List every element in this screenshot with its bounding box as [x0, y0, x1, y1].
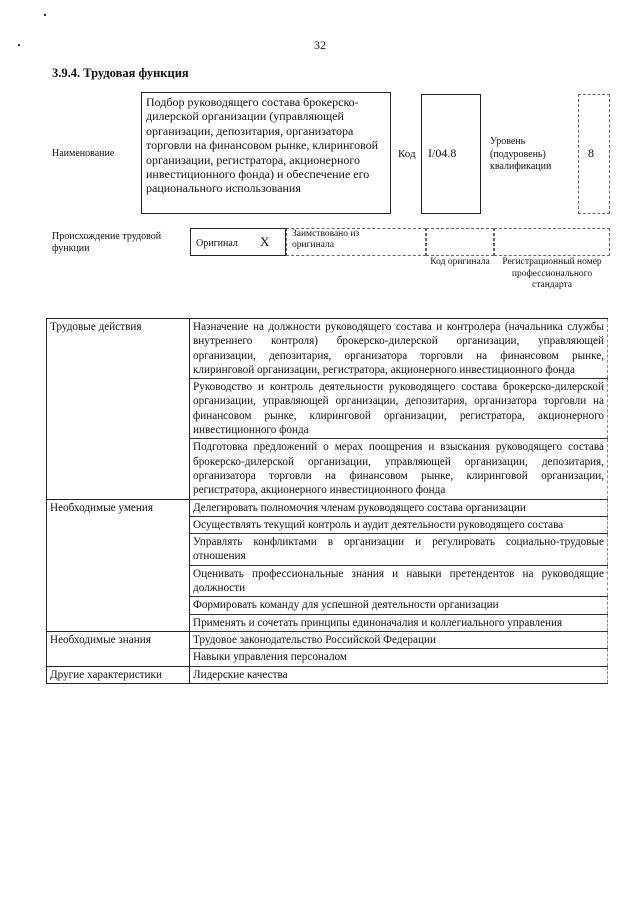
origin-reg-box — [494, 228, 610, 256]
row-item: Лидерские качества — [190, 666, 608, 683]
function-table — [46, 318, 608, 684]
level-label: Уровень (подуровень) квалификации — [490, 136, 552, 172]
row-label: Трудовые действия — [47, 319, 190, 500]
level-box — [578, 94, 610, 214]
function-name: Подбор руководящего состава брокерско-дилерской организации (управляющей организации, депозитария, организатора торговли на финансовом рынке, клиринговой организации, регистратора, акционерного инвестиционного фонда) и обеспечение его рационального использования — [146, 95, 379, 196]
level-value: 8 — [588, 146, 594, 160]
row-label: Необходимые умения — [47, 499, 190, 631]
reg-caption: Регистрационный номер профессионального стандарта — [502, 257, 602, 290]
row-item: Оценивать профессиональные знания и навыки претендентов на руководящие должности — [190, 565, 608, 597]
table-row — [47, 631, 608, 648]
row-item: Трудовое законодательство Российской Федерации — [190, 631, 608, 648]
row-item: Назначение на должности руководящего состава и контролера (начальника службы внутреннего контроля) брокерско-дилерской организации, управляющей организации, депозитария, организатора торговли на финансовом рынке, клиринговой организации, регистратора, акционерного инвестиционного фонда — [190, 319, 608, 379]
row-item: Применять и сочетать принципы единоначалия и коллегиального управления — [190, 614, 608, 631]
row-item: Управлять конфликтами в организации и регулировать социально-трудовые отношения — [190, 534, 608, 566]
original-mark: X — [260, 234, 270, 249]
origin-code-box — [426, 228, 494, 256]
row-label: Необходимые знания — [47, 631, 190, 666]
row-item: Формировать команду для успешной деятельности организации — [190, 597, 608, 614]
row-item: Навыки управления персоналом — [190, 649, 608, 666]
scan-speck — [44, 14, 46, 16]
origin-label: Происхождение трудовой функции — [52, 231, 162, 254]
table-row — [47, 319, 608, 379]
row-item: Подготовка предложений о мерах поощрения и взыскания руководящего состава брокерско-дилерской организации, управляющей организации, депозитария, организатора торговли на финансовом рынке, клиринговой организации, регистратора, акционерного инвестиционного фонда — [190, 439, 608, 499]
page-number: 32 — [314, 38, 326, 52]
code-label: Код — [398, 148, 416, 160]
table-row — [47, 499, 608, 516]
row-item: Руководство и контроль деятельности руководящего состава брокерско-дилерской организации, управляющей организации, депозитария, организатора торговли на финансовом рынке, клиринговой организации, регистратора, акционерного инвестиционного фонда — [190, 379, 608, 439]
code-value: I/04.8 — [428, 146, 457, 160]
borrowed-label: Заимствовано из оригинала — [292, 229, 360, 250]
row-label: Другие характеристики — [47, 666, 190, 683]
original-label: Оригинал — [196, 238, 238, 249]
table-row — [47, 666, 608, 683]
row-item: Осуществлять текущий контроль и аудит деятельности руководящего состава — [190, 516, 608, 533]
code-caption: Код оригинала — [430, 257, 490, 267]
name-label: Наименование — [52, 148, 115, 159]
row-item: Делегировать полномочия членам руководящего состава организации — [190, 499, 608, 516]
section-title: 3.9.4. Трудовая функция — [52, 66, 189, 80]
